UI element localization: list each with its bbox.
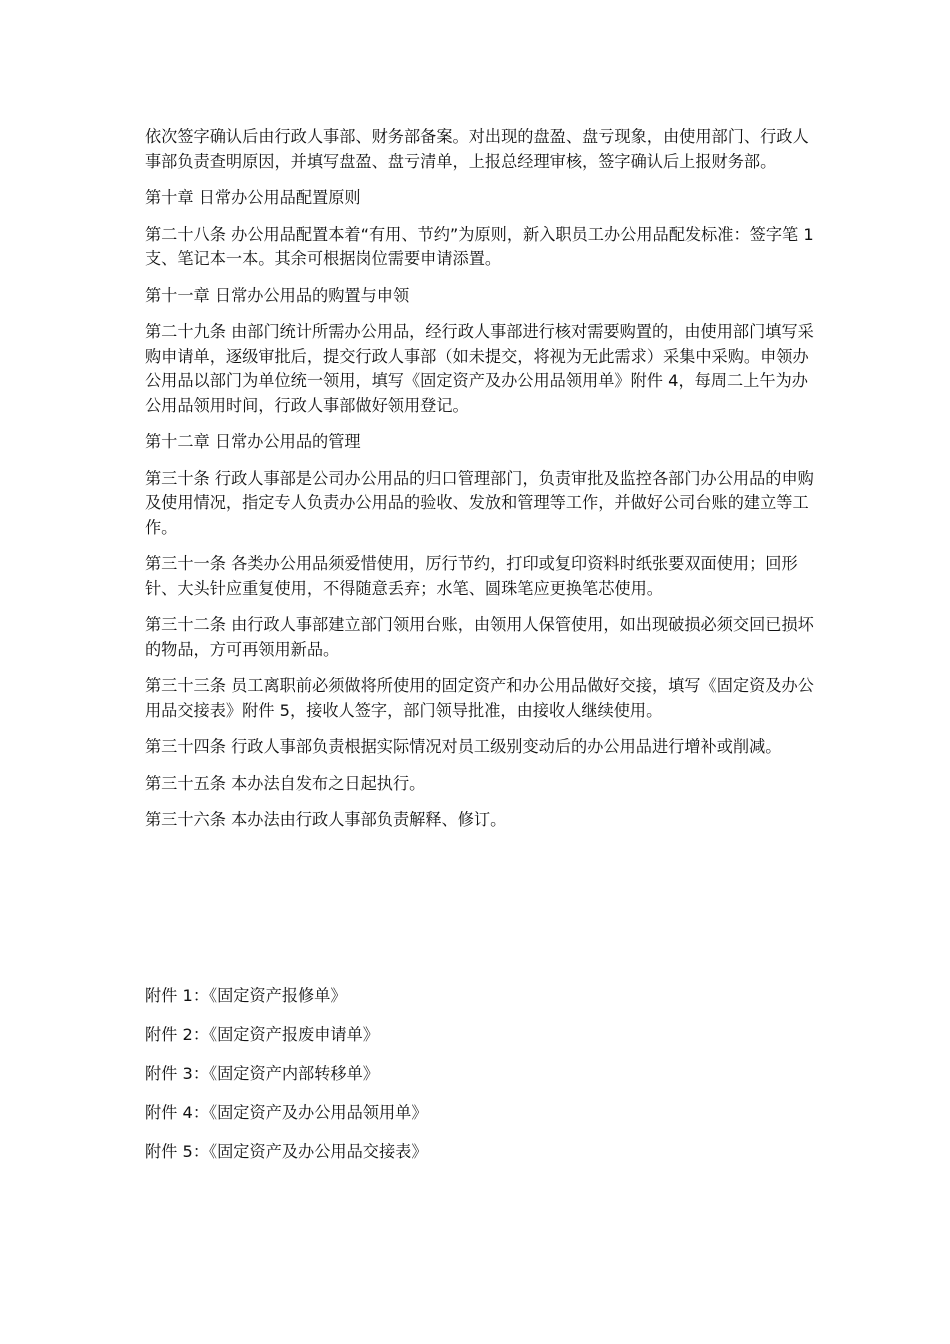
chapter-11-heading: 第十一章 日常办公用品的购置与申领 — [145, 285, 410, 305]
article-35: 第三十五条 本办法自发布之日起执行。 — [145, 773, 426, 793]
article-29: 第二十九条 由部门统计所需办公用品，经行政人事部进行核对需要购置的，由使用部门填写采购申请单，逐级审批后，提交行政人事部（如未提交，将视为无此需求）采集中采购。申领办公用品以部门为单位统一领用，填写《固定资产及办公用品领用单》附件 4，每周二上午为办公用品领用时间，行政人事部做好领用登记。 — [145, 322, 814, 415]
article-30: 第三十条 行政人事部是公司办公用品的归口管理部门，负责审批及监控各部门办公用品的申购及使用情况，指定专人负责办公用品的验收、发放和管理等工作，并做好公司台账的建立等工作。 — [145, 468, 814, 537]
article-34: 第三十四条 行政人事部负责根据实际情况对员工级别变动后的办公用品进行增补或削减。 — [145, 737, 782, 756]
attachment-item: 附件 5：《固定资产及办公用品交接表》 — [145, 1142, 428, 1161]
attachment-list — [145, 984, 820, 1179]
article-33: 第三十三条 员工离职前必须做将所使用的固定资产和办公用品做好交接，填写《固定资及办公用品交接表》附件 5，接收人签字，部门领导批准，由接收人继续使用。 — [145, 676, 814, 720]
article-32: 第三十二条 由行政人事部建立部门领用台账，由领用人保管使用，如出现破损必须交回已损坏的物品，方可再领用新品。 — [145, 615, 814, 659]
chapter-12-heading: 第十二章 日常办公用品的管理 — [145, 432, 361, 451]
paragraph-continuation: 依次签字确认后由行政人事部、财务部备案。对出现的盘盈、盘亏现象，由使用部门、行政人事部负责查明原因，并填写盘盈、盘亏清单，上报总经理审核，签字确认后上报财务部。 — [145, 127, 809, 171]
article-36: 第三十六条 本办法由行政人事部负责解释、修订。 — [145, 810, 507, 829]
article-28: 第二十八条 办公用品配置本着“有用、节约”为原则，新入职员工办公用品配发标准：签字笔 1 支、笔记本一本。其余可根据岗位需要申请添置。 — [145, 224, 814, 268]
attachment-item: 附件 3：《固定资产内部转移单》 — [145, 1064, 379, 1083]
document-body — [145, 125, 820, 845]
attachment-item: 附件 4：《固定资产及办公用品领用单》 — [145, 1103, 428, 1122]
article-31: 第三十一条 各类办公用品须爱惜使用，厉行节约，打印或复印资料时纸张要双面使用；回形针、大头针应重复使用，不得随意丢弃；水笔、圆珠笔应更换笔芯使用。 — [145, 554, 798, 598]
attachment-item: 附件 2：《固定资产报废申请单》 — [145, 1025, 379, 1044]
chapter-10-heading: 第十章 日常办公用品配置原则 — [145, 188, 361, 207]
attachment-item: 附件 1：《固定资产报修单》 — [145, 986, 347, 1005]
